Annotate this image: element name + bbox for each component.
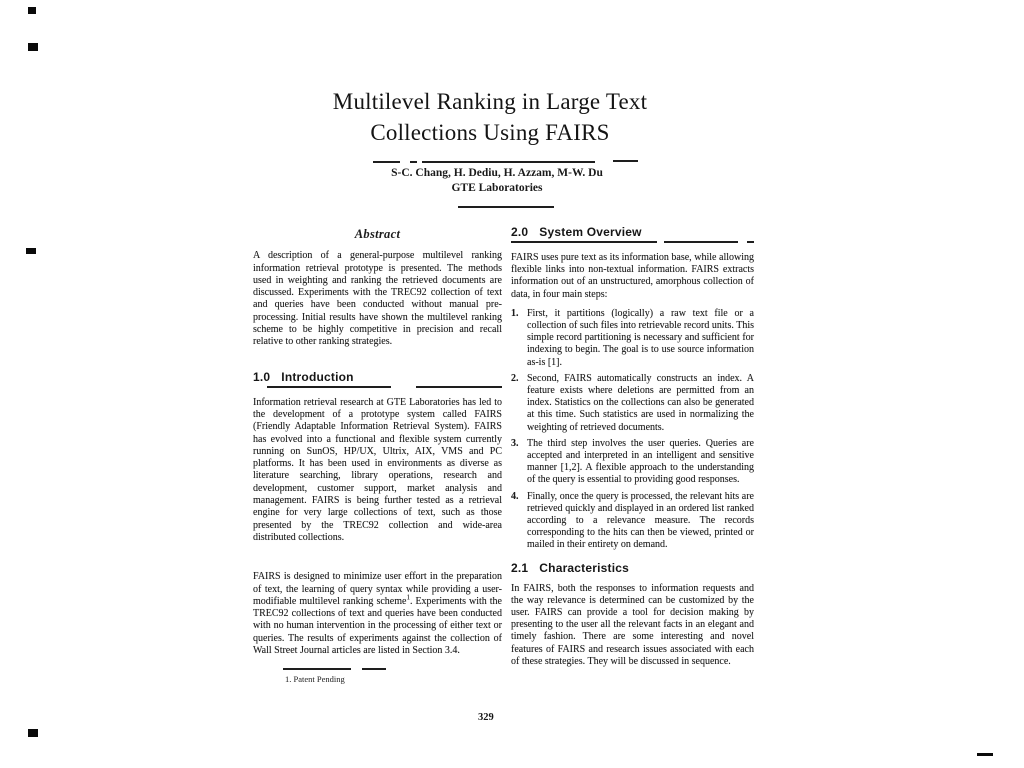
list-item: [511, 438, 754, 487]
list-item-text: Finally, once the query is processed, the relevant hits are retrieved quickly and displayed in an ordered list ranked according to a relevance measure. The records corresponding to the hits can then be viewed, printed or mailed in their entirety on demand.: [527, 490, 754, 551]
system-overview-steps: [511, 308, 754, 552]
section-title: System Overview: [539, 225, 642, 239]
title-rule-segment: [422, 161, 595, 163]
footnote-text: 1. Patent Pending: [285, 674, 345, 684]
list-item: [511, 491, 754, 552]
section-heading-characteristics: [511, 561, 754, 576]
scan-artifact-mark: [28, 7, 36, 14]
scan-artifact-mark: [26, 248, 36, 254]
section-title: Characteristics: [539, 560, 630, 575]
page-number: 329: [478, 712, 494, 723]
list-item: [511, 308, 754, 369]
heading-rule-segment: [416, 386, 502, 388]
affiliation-rule: [458, 206, 554, 208]
abstract-body: A description of a general-purpose multilevel ranking information retrieval prototype is presented. The methods used in weighting and ranking the retrieved documents are discussed. Experiments with the TREC92 collection of text and queries have been conducted without manual pre-processing. Initial results have shown the multilevel ranking scheme to be highly competitive in precision and recall relative to other ranking strategies.: [253, 250, 502, 348]
list-item-text: The third step involves the user queries. Queries are accepted and interpreted in an intelligent and sensitive manner [1,2]. A flexible approach to the understanding of the query is essential to providing good responses.: [527, 437, 754, 486]
authors-line: S-C. Chang, H. Dediu, H. Azzam, M-W. Du: [391, 167, 603, 179]
scan-artifact-mark: [28, 43, 38, 51]
section-number: 2.0: [511, 225, 529, 239]
list-item-number: 2.: [511, 372, 519, 384]
heading-rule-segment: [267, 386, 391, 388]
heading-rule-segment: [511, 241, 657, 243]
title-rule-segment: [410, 161, 417, 163]
section-title: Introduction: [281, 369, 354, 384]
introduction-paragraph-1: Information retrieval research at GTE Laboratories has led to the development of a prototype system called FAIRS (Friendly Adaptable Information Retrieval System). FAIRS has evolved into a functional and flexible system currently running on SunOS, HP/UX, Ultrix, AIX, VMS and PC platforms. It has been used in environments as diverse as literature searching, library operations, research and development, customer support, market analysis and management. FAIRS is being further tested as a retrieval engine for very large collections of text, such as those presented by the TREC92 collection and wide-area distributed collections.: [253, 396, 502, 543]
scan-artifact-mark: [28, 729, 38, 737]
section-heading-system-overview: [511, 225, 754, 240]
paper-title-line2: Collections Using FAIRS: [370, 120, 610, 145]
right-column: [511, 225, 754, 668]
list-item-number: 3.: [511, 437, 519, 449]
heading-rule-segment: [747, 241, 754, 243]
introduction-paragraph-2: [253, 571, 502, 657]
footnote-rule-segment: [283, 668, 351, 670]
paper-title: [280, 86, 700, 148]
scan-artifact-mark: [977, 753, 993, 756]
left-column: [253, 228, 502, 657]
list-item-text: Second, FAIRS automatically constructs an index. A feature exists where deletions are permitted from an index. Statistics on the collections can also be generated at this time. Such statistics are used in normalizing the weighting of retrieved documents.: [527, 372, 754, 433]
characteristics-body: In FAIRS, both the responses to information requests and the way relevance is determined can be customized by the user. FAIRS can provide a tool for decision making by presenting to the user all the relevant facts in an elegant and timely fashion. There are some interesting and novel features of FAIRS and research issues associated with each of these strategies. They will be discussed in sequence.: [511, 582, 754, 667]
footnote-reference: 1: [406, 593, 410, 602]
paper-title-line1: Multilevel Ranking in Large Text: [332, 89, 648, 114]
abstract-heading: Abstract: [354, 227, 401, 241]
list-item: [511, 373, 754, 434]
section-number: 2.1: [511, 560, 529, 575]
list-item-number: 4.: [511, 490, 519, 502]
paragraph-text: . Experiments with the TREC92 collections of text and queries have been conducted with no human intervention in the processing of either text or queries. The results of experiments against the collection of Wall Street Journal articles are listed in Section 3.4.: [253, 595, 502, 657]
list-item-number: 1.: [511, 307, 519, 319]
section-heading-introduction: [253, 370, 502, 385]
heading-rule-segment: [664, 241, 738, 243]
title-rule-segment: [373, 161, 400, 163]
title-rule-segment: [613, 160, 638, 162]
paragraph-text: FAIRS is designed to minimize user effort in the preparation of text, the learning of query syntax while providing a user-modifiable multilevel ranking scheme: [253, 571, 502, 607]
affiliation-line: GTE Laboratories: [451, 182, 543, 194]
list-item-text: First, it partitions (logically) a raw text file or a collection of such files into retrievable record units. This simple record partitioning is necessary and sufficient for indexing to begin. The goal is to use source information as-is [1].: [527, 307, 754, 368]
system-overview-intro: FAIRS uses pure text as its information base, while allowing flexible links into non-textual information. FAIRS extracts information out of an unstructured, amorphous collection of data, in four main steps:: [511, 252, 754, 300]
footnote-rule-segment: [362, 668, 386, 670]
section-number: 1.0: [253, 369, 271, 384]
